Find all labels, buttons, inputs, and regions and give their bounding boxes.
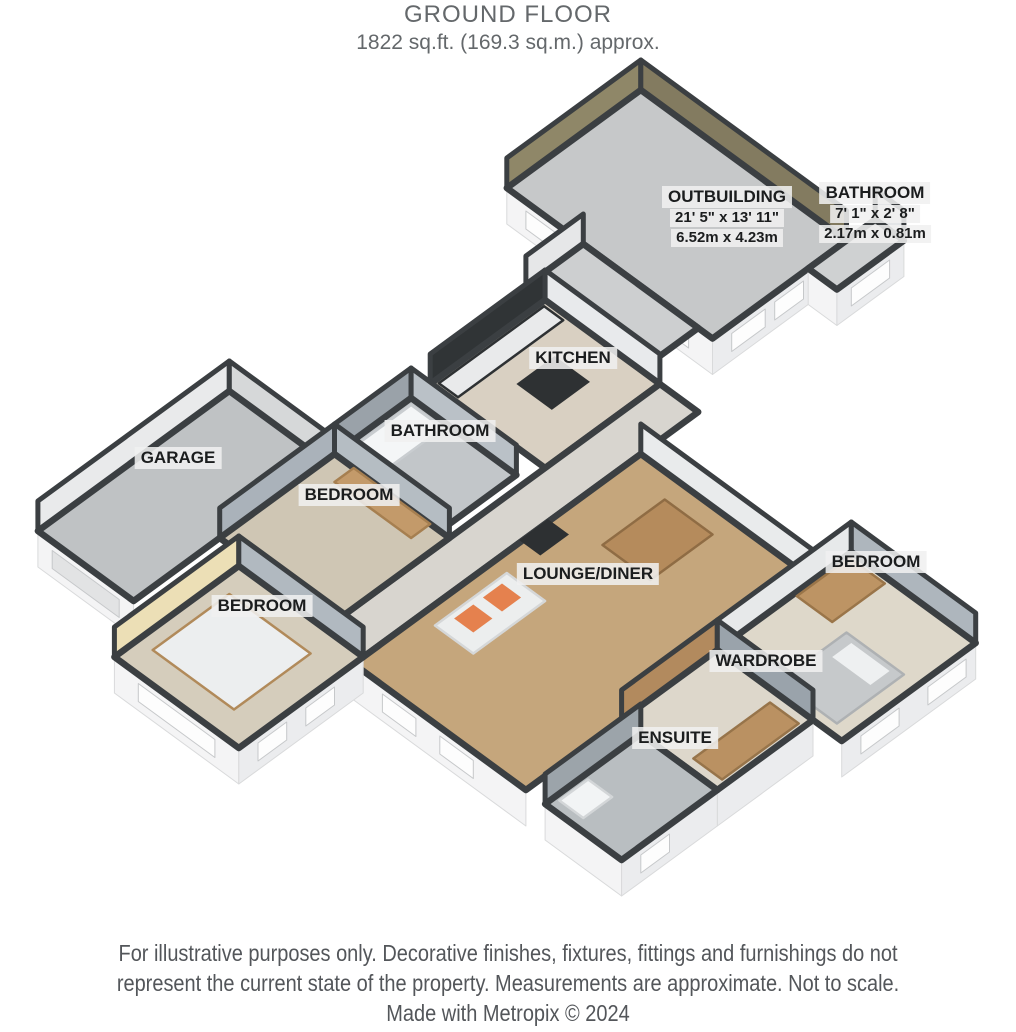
room-label-lounge-diner: LOUNGE/DINER <box>517 563 659 585</box>
room-label-ensuite: ENSUITE <box>632 727 718 749</box>
disclaimer <box>0 938 1016 1028</box>
room-label-bedroom-right: BEDROOM <box>826 551 927 573</box>
room-dims-imperial: 7' 1" x 2' 8" <box>830 205 920 223</box>
room-label-kitchen: KITCHEN <box>529 347 617 369</box>
room-label-bedroom-middle: BEDROOM <box>299 484 400 506</box>
room-dims-metric: 6.52m x 4.23m <box>671 229 783 247</box>
room-label-bathroom: BATHROOM <box>385 420 496 442</box>
room-dims-imperial: 21' 5" x 13' 11" <box>670 209 784 227</box>
disclaimer-line-3: Made with Metropix © 2024 <box>386 1000 630 1026</box>
room-dims-metric: 2.17m x 0.81m <box>819 225 931 243</box>
room-label-outbuilding-bathroom <box>819 182 931 244</box>
room-label-outbuilding <box>662 186 792 248</box>
room-label-wardrobe: WARDROBE <box>709 650 822 672</box>
plan-header <box>0 1 1016 57</box>
disclaimer-line-1: For illustrative purposes only. Decorative finishes, fixtures, fittings and furnishings do not <box>118 940 898 966</box>
page-title: GROUND FLOOR <box>403 1 612 28</box>
page-subtitle: 1822 sq.ft. (169.3 sq.m.) approx. <box>356 31 660 54</box>
room-name: OUTBUILDING <box>662 186 792 208</box>
room-name: BATHROOM <box>820 182 931 204</box>
room-label-garage: GARAGE <box>135 447 222 469</box>
room-label-bedroom-left: BEDROOM <box>212 595 313 617</box>
disclaimer-line-2: represent the current state of the property. Measurements are approximate. Not to scale. <box>116 970 900 996</box>
